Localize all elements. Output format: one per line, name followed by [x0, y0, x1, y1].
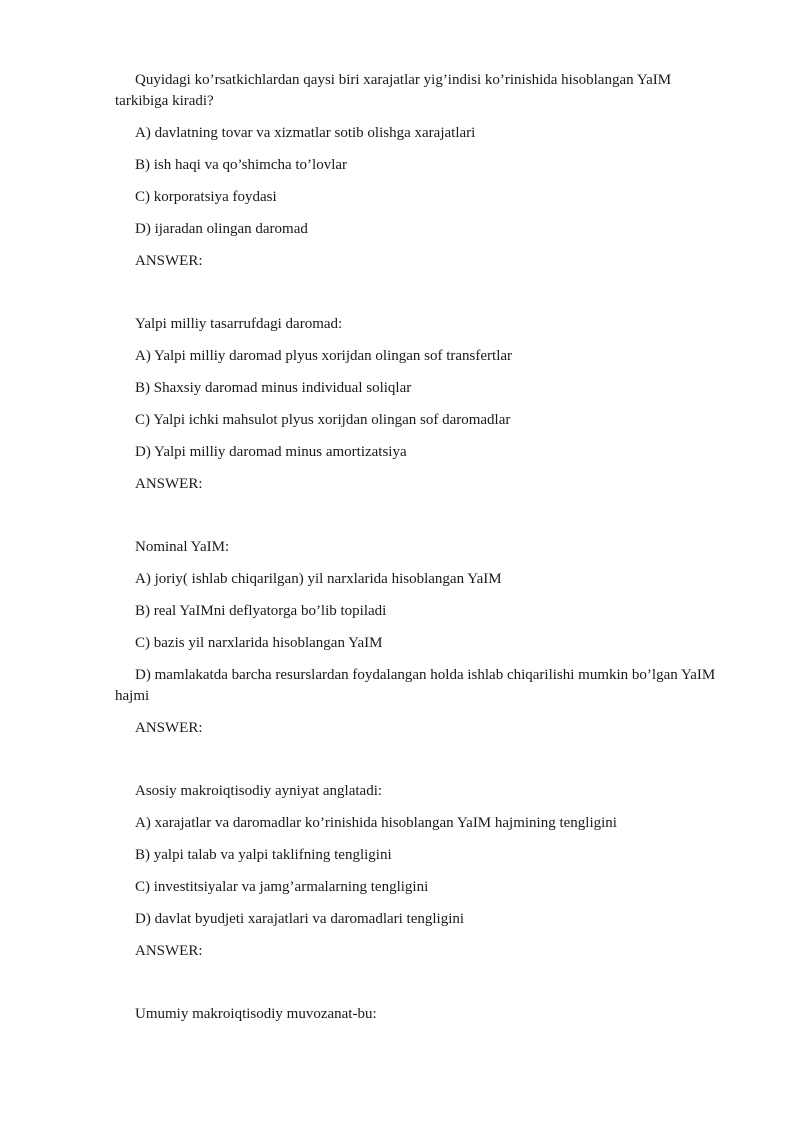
question-spacer [115, 506, 720, 537]
answer-option: C) bazis yil narxlarida hisoblangan YaIM [135, 635, 383, 651]
answer-option: A) davlatning tovar va xizmatlar sotib olishga xarajatlari [135, 125, 476, 141]
answer-option: C) korporatsiya foydasi [135, 189, 277, 205]
answer-option: A) joriy( ishlab chiqarilgan) yil narxlarida hisoblangan YaIM [135, 571, 502, 587]
answer-label: ANSWER: [135, 720, 203, 736]
question-spacer [115, 283, 720, 314]
answer-option: D) mamlakatda barcha resurslardan foydalangan holda ishlab chiqarilishi mumkin bo’lgan YaIM hajmi [115, 667, 716, 704]
answer-option: A) Yalpi milliy daromad plyus xorijdan olingan sof transfertlar [135, 348, 513, 364]
answer-label: ANSWER: [135, 253, 203, 269]
answer-option: D) ijaradan olingan daromad [135, 221, 308, 237]
question-text: Quyidagi ko’rsatkichlardan qaysi biri xarajatlar yig’indisi ko’rinishida hisoblangan YaIM tarkibiga kiradi? [115, 72, 672, 109]
answer-option: B) yalpi talab va yalpi taklifning tengligini [135, 847, 392, 863]
question-spacer [115, 750, 720, 781]
question-text: Nominal YaIM: [135, 539, 230, 555]
answer-option: B) real YaIMni deflyatorga bo’lib topiladi [135, 603, 387, 619]
question-text: Umumiy makroiqtisodiy muvozanat-bu: [135, 1006, 377, 1022]
answer-option: C) Yalpi ichki mahsulot plyus xorijdan olingan sof daromadlar [135, 412, 511, 428]
document-page [115, 70, 720, 1036]
answer-option: D) davlat byudjeti xarajatlari va daromadlari tengligini [135, 911, 465, 927]
answer-option: C) investitsiyalar va jamg’armalarning tengligini [135, 879, 429, 895]
answer-option: A) xarajatlar va daromadlar ko’rinishida hisoblangan YaIM hajmining tengligini [135, 815, 617, 831]
answer-option: B) Shaxsiy daromad minus individual soliqlar [135, 380, 412, 396]
answer-option: D) Yalpi milliy daromad minus amortizatsiya [135, 444, 407, 460]
answer-label: ANSWER: [135, 476, 203, 492]
question-spacer [115, 973, 720, 1004]
question-text: Yalpi milliy tasarrufdagi daromad: [135, 316, 343, 332]
answer-label: ANSWER: [135, 943, 203, 959]
answer-option: B) ish haqi va qo’shimcha to’lovlar [135, 157, 348, 173]
question-text: Asosiy makroiqtisodiy ayniyat anglatadi: [135, 783, 383, 799]
